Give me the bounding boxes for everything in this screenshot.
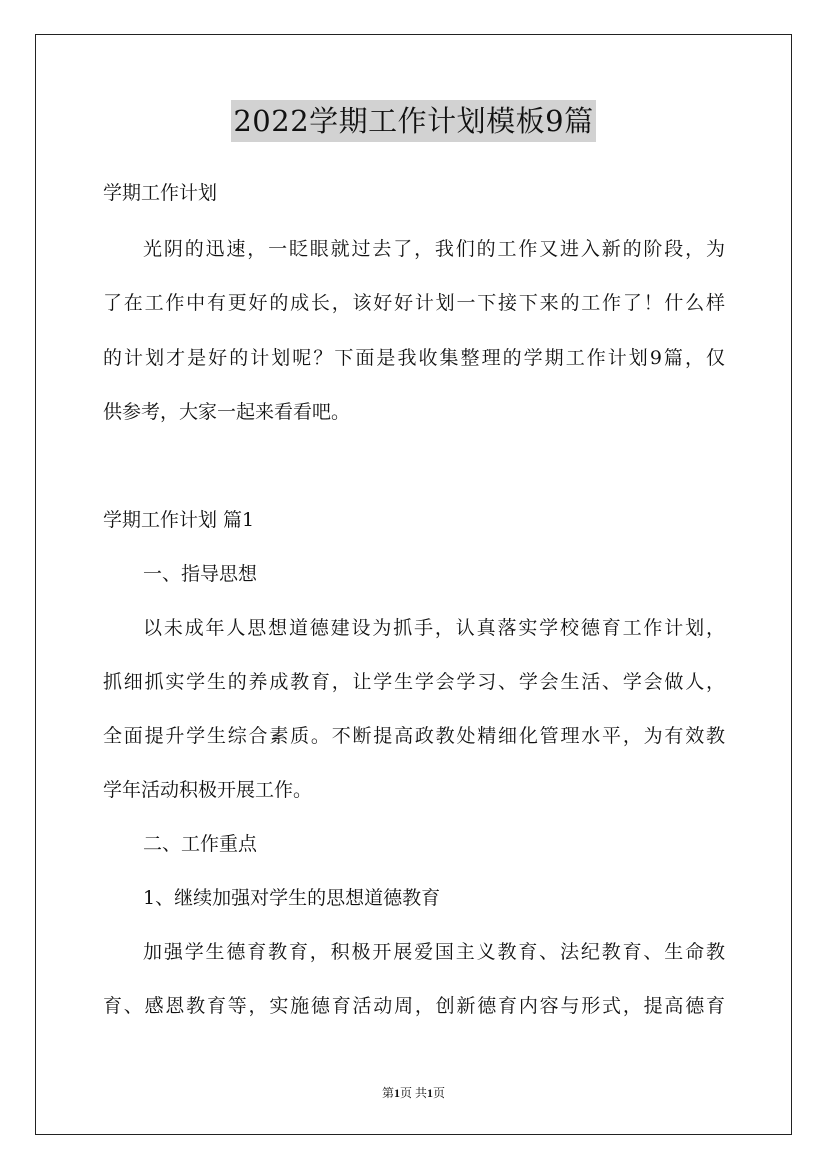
para1-line-4: 学年活动积极开展工作。 <box>103 779 313 801</box>
section-heading: 学期工作计划 篇1 <box>103 509 255 531</box>
footer-prefix: 第 <box>381 1086 394 1100</box>
subheading-guiding-thought: 一、指导思想 <box>143 563 258 585</box>
footer-total-pages: 1 <box>427 1086 433 1100</box>
para1-line-2: 抓细抓实学生的养成教育，让学生学会学习、学会生活、学会做人， <box>103 671 725 693</box>
footer-suffix: 页 <box>433 1086 446 1100</box>
footer-mid: 页 共 <box>399 1086 427 1100</box>
para2-line-2: 育、感恩教育等，实施德育活动周，创新德育内容与形式，提高德育 <box>103 995 725 1017</box>
page-footer <box>0 1084 827 1101</box>
para1-line-3: 全面提升学生综合素质。不断提高政教处精细化管理水平，为有效教 <box>103 725 725 747</box>
intro-heading: 学期工作计划 <box>103 182 218 204</box>
para2-line-1: 加强学生德育教育，积极开展爱国主义教育、法纪教育、生命教 <box>143 941 725 963</box>
intro-line-4: 供参考，大家一起来看看吧。 <box>103 401 351 423</box>
intro-line-2: 了在工作中有更好的成长，该好好计划一下接下来的工作了！什么样 <box>103 292 725 314</box>
subheading-work-focus: 二、工作重点 <box>143 833 258 855</box>
item1-heading: 1、继续加强对学生的思想道德教育 <box>143 887 441 909</box>
intro-line-1: 光阴的迅速，一眨眼就过去了，我们的工作又进入新的阶段，为 <box>143 238 725 260</box>
footer-current-page: 1 <box>393 1086 400 1100</box>
title-container <box>0 100 827 142</box>
intro-line-3: 的计划才是好的计划呢？下面是我收集整理的学期工作计划9篇，仅 <box>103 347 725 369</box>
document-title: 2022学期工作计划模板9篇 <box>231 100 595 142</box>
para1-line-1: 以未成年人思想道德建设为抓手，认真落实学校德育工作计划， <box>143 617 725 639</box>
